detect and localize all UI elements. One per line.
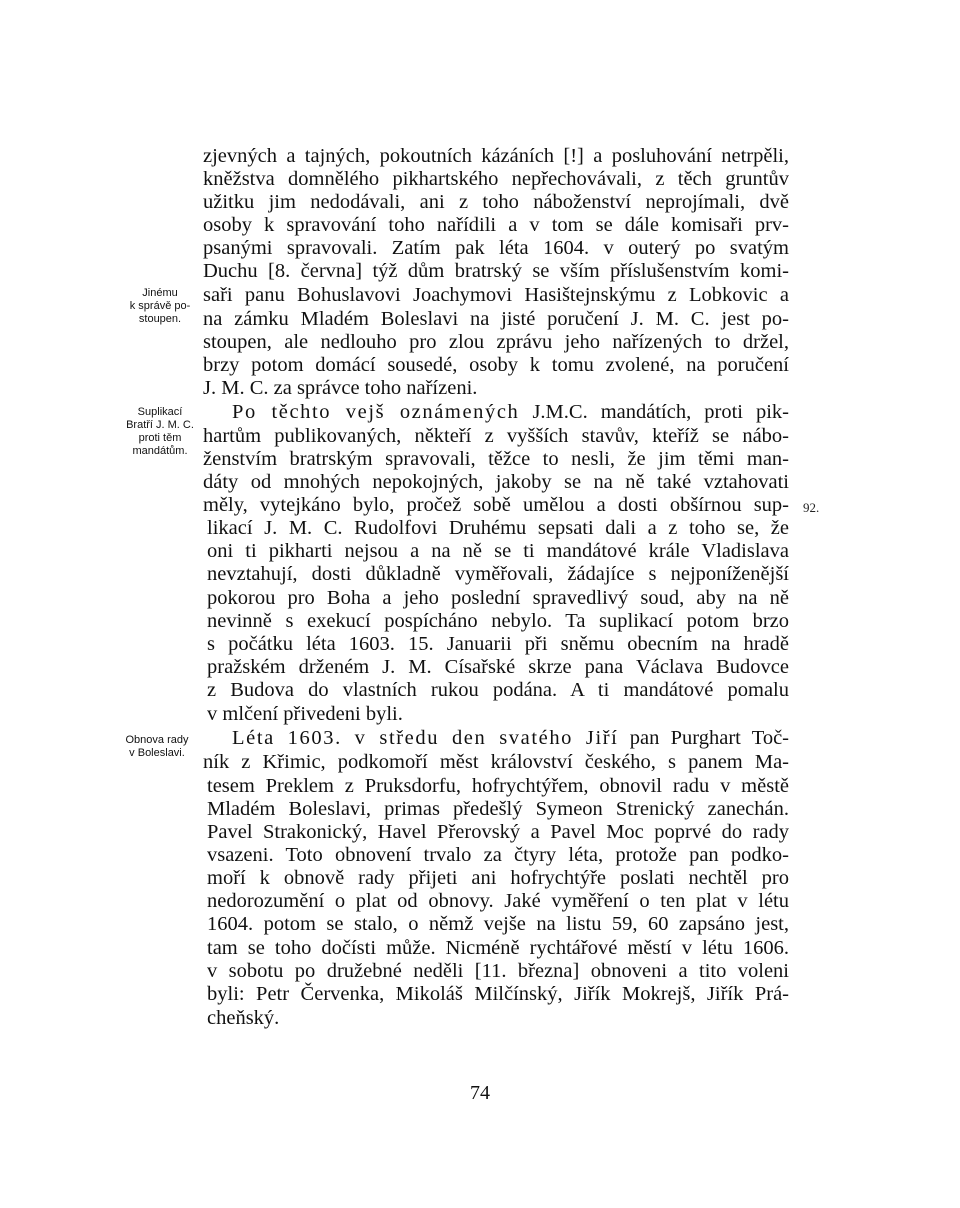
text-line: brzy potom domácí sousedé, osoby k tomu zvolené, na poručení — [203, 354, 789, 376]
paragraph-first-line — [232, 727, 789, 750]
text-line: nevinně s exekucí pospícháno nebylo. Ta suplikací potom brzo — [207, 610, 789, 632]
text-line: 1604. potom se stalo, o němž vejše na listu 59, 60 zapsáno jest, — [207, 913, 789, 935]
text-line: Duchu [8. června] týž dům bratrský se vším příslušenstvím komi- — [203, 260, 789, 282]
text-line: stoupen, ale nedlouho pro zlou zprávu jeho nařízených to držel, — [203, 331, 789, 353]
paragraph-start: Po těchto vejš oznámených — [232, 401, 520, 423]
text-line: moří k obnově rady přijeti ani hofrychtýře poslati nechtěl pro — [207, 867, 789, 889]
text-line: ženstvím bratrským spravovali, těžce to nesli, že jim těmi man- — [203, 448, 789, 470]
paragraph-start: Léta 1603. v středu den svatého Jiří — [232, 727, 619, 749]
text-line: byli: Petr Červenka, Mikoláš Milčínský, Jiřík Mokrejš, Jiřík Prá- — [207, 983, 789, 1005]
text-line: psanými spravovali. Zatím pak léta 1604. v outerý po svatým — [203, 237, 789, 259]
margin-note-line: stoupen. — [138, 313, 182, 325]
text-line: J. M. C. za správce toho nařízeni. — [203, 377, 478, 399]
text-line: s počátku léta 1603. 15. Januarii při sněmu obecním na hradě — [207, 633, 789, 655]
text-line: pražském drženém J. M. Císařské skrze pana Václava Budovce — [207, 656, 789, 678]
margin-note-line: mandátům. — [132, 445, 188, 457]
margin-note-line: Jinému — [142, 287, 178, 299]
margin-page-reference: 92. — [803, 500, 820, 515]
text-line: osoby k spravování toho nařídili a v tom se dále komisaři prv- — [203, 214, 789, 236]
margin-note-line: Bratří J. M. C. — [126, 419, 194, 431]
text-fragment: J.M.C. mandátích, proti pik- — [519, 401, 789, 423]
margin-note — [116, 406, 204, 458]
paragraph-first-line — [232, 401, 789, 424]
text-line: užitku jim nedodávali, ani z toho náboženství neprojímali, dvě — [203, 191, 789, 213]
margin-note-line: proti těm — [138, 432, 182, 444]
margin-note-line: Obnova rady — [125, 734, 189, 746]
margin-note-line: v Boleslavi. — [129, 747, 185, 759]
text-line: ník z Křimic, podkomoří měst království českého, s panem Ma- — [203, 751, 789, 773]
text-line: na zámku Mladém Boleslavi na jisté poručení J. M. C. jest po- — [203, 308, 789, 330]
margin-note-line: k správě po- — [129, 300, 191, 312]
text-line: saři panu Bohuslavovi Joachymovi Hasištejnskýmu z Lobkovic a — [203, 284, 789, 306]
text-line: Mladém Boleslavi, primas předešlý Symeon Strenický zanechán. — [207, 798, 789, 820]
text-line: tam se toho dočísti může. Nicméně rychtářové městí v létu 1606. — [207, 937, 789, 959]
text-line: měly, vytejkáno bylo, pročež sobě umělou a dosti obšírnou sup- — [203, 494, 789, 516]
text-line: z Budova do vlastních rukou podána. A ti mandátové pomalu — [207, 679, 789, 701]
text-line: oni ti pikharti nejsou a na ně se ti mandátové krále Vladislava — [207, 540, 789, 562]
text-line: nevztahují, dosti důkladně vyměřovali, žádajíce s nejponíženější — [207, 563, 789, 585]
text-line: likací J. M. C. Rudolfovi Druhému sepsati dali a z toho se, že — [207, 517, 789, 539]
page-number: 74 — [470, 1082, 490, 1104]
margin-note-line: Suplikací — [137, 406, 183, 418]
text-line: v sobotu po družebné neděli [11. března] obnoveni a tito voleni — [207, 960, 789, 982]
text-line: cheňský. — [207, 1007, 280, 1029]
text-line: pokorou pro Boha a jeho poslední spravedlivý soud, aby na ně — [207, 587, 789, 609]
text-line: tesem Preklem z Pruksdorfu, hofrychtýřem, obnovil radu v městě — [207, 775, 789, 797]
text-line: v mlčení přivedeni byli. — [207, 703, 403, 725]
margin-note — [120, 287, 200, 326]
text-line: nedorozumění o plat od obnovy. Jaké vyměření o ten plat v létu — [207, 890, 789, 912]
text-line: Pavel Strakonický, Havel Přerovský a Pavel Moc poprvé do rady — [207, 821, 789, 843]
text-line: kněžstva domnělého pikhartského nepřechovávali, z těch gruntův — [203, 168, 789, 190]
text-line: dáty od mnohých nepokojných, jakoby se na ně také vztahovati — [203, 471, 789, 493]
text-line: zjevných a tajných, pokoutních kázáních [!] a posluhování netrpěli, — [203, 145, 789, 167]
text-line: hartům publikovaných, někteří z vyšších stavův, kteříž se nábo- — [203, 425, 789, 447]
text-fragment: pan Purghart Toč- — [618, 727, 789, 749]
text-line: vsazeni. Toto obnovení trvalo za čtyry léta, protože pan podko- — [207, 844, 789, 866]
margin-note — [112, 734, 202, 760]
